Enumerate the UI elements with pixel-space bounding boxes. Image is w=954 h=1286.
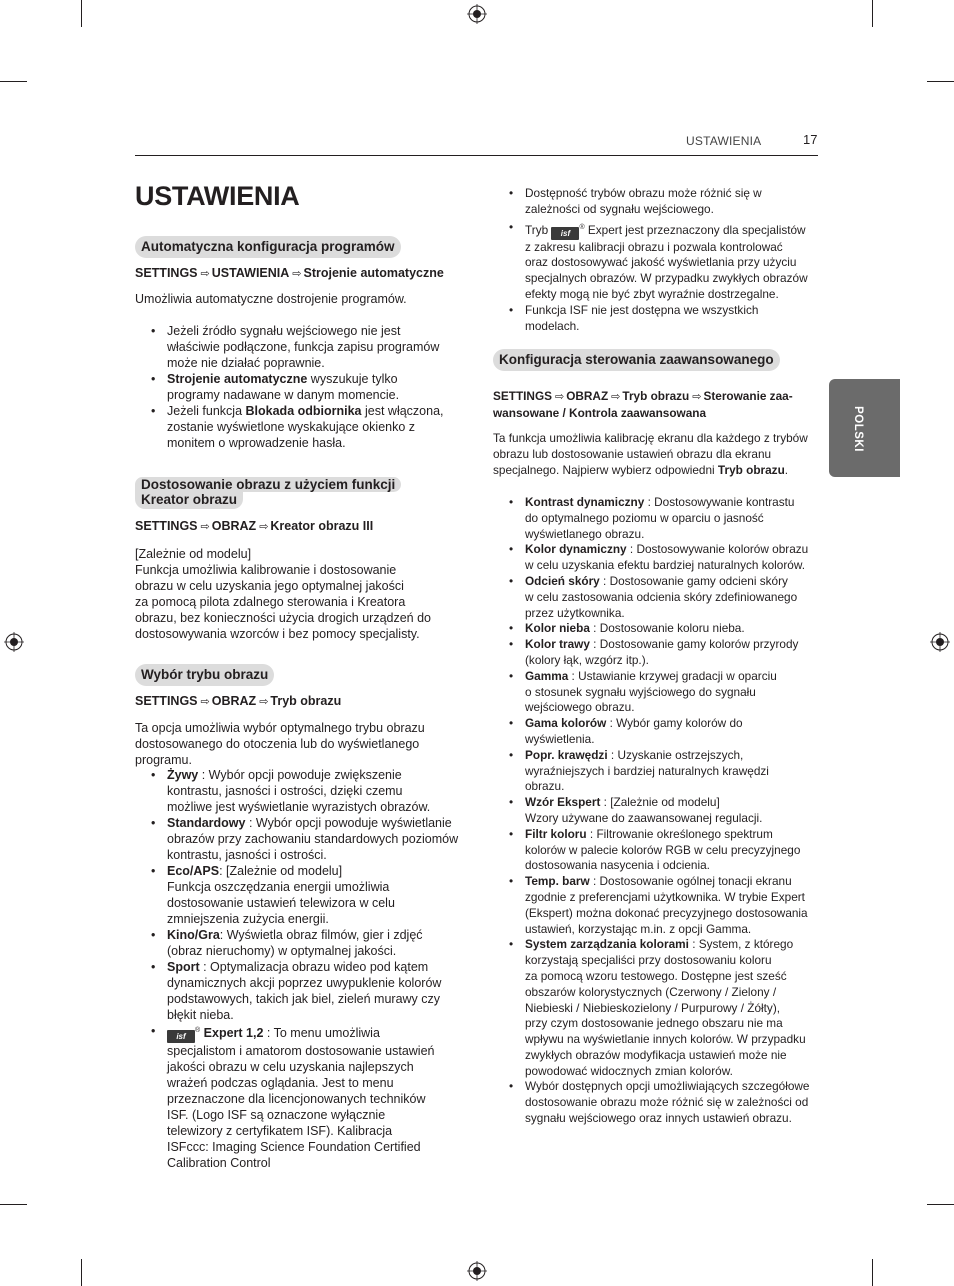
isf-logo-icon: isf	[167, 1030, 195, 1043]
list-item: • Kino/Gra: Wyświetla obraz filmów, gier i zdjęć (obraz nieruchomy) w optymalnej jakości.	[151, 928, 423, 958]
isf-logo-icon: isf	[551, 227, 579, 240]
list-item: • Wzór Ekspert : [Zależnie od modelu] Wzory używane do zaawansowanej regulacji.	[509, 795, 763, 825]
header-rule	[135, 155, 818, 156]
crop-mark	[927, 1204, 954, 1205]
list-item: • Strojenie automatyczne wyszukuje tylko programy nadawane w danym momencie.	[151, 372, 400, 402]
crop-mark	[0, 1204, 27, 1205]
language-tab	[829, 379, 900, 477]
page-number: 17	[803, 132, 818, 147]
list-item: • Filtr koloru : Filtrowanie określonego spektrum kolorów w palecie kolorów RGB w celu precyzyjnego dostosowania nasycenia i odcienia.	[509, 826, 801, 873]
list-item: • Eco/APS: [Zależnie od modelu] Funkcja oszczędzania energii umożliwia dostosowanie ustawień telewizora w celu zmniejszenia zużycia energii.	[151, 864, 395, 926]
section-intro: Ta funkcja umożliwia kalibrację ekranu dla każdego z trybów obrazu lub dostosowanie ustawień obrazu dla ekranu specjalnego. Najpierw wybierz odpowiedni Tryb obrazu.	[493, 431, 808, 477]
menu-path: SETTINGS ⇨ OBRAZ ⇨ Tryb obrazu ⇨ Sterowanie zaa- wansowane / Kontrola zaawansowana	[493, 389, 793, 420]
bullet-list	[135, 323, 475, 451]
list-item: • Dostępność trybów obrazu może różnić się w zależności od sygnału wejściowego.	[509, 186, 762, 216]
list-item: • Kolor nieba : Dostosowanie koloru nieba.	[509, 621, 745, 636]
section-heading: Wybór trybu obrazu	[135, 664, 274, 686]
bullet-list	[493, 495, 828, 1127]
section-heading: Konfiguracja sterowania zaawansowanego	[493, 349, 780, 371]
list-item: • Odcień skóry : Dostosowanie gamy odcieni skóry w celu zastosowania odcienia skóry zdefiniowanego przez użytkownika.	[509, 573, 798, 620]
list-item: • Wybór dostępnych opcji umożliwiających szczegółowe dostosowanie obrazu może różnić się w zależności od sygnału wejściowego oraz innych ustawień obrazu.	[509, 1079, 810, 1126]
list-item: • isf® Expert 1,2 : To menu umożliwia specjalistom i amatorom dostosowanie ustawień jakości obrazu w celu uzyskania najlepszych wrażeń podczas oglądania. Jest to menu przeznaczone dla licencjonowanych techników ISF. (Logo ISF są oznaczone wyłącznie telewizory z certyfikatem ISF). Kalibracja ISFccc: Imaging Science Foundation Certified Calibration Control	[151, 1024, 435, 1171]
menu-path: SETTINGS ⇨ USTAWIENIA ⇨ Strojenie automatyczne	[135, 266, 444, 280]
list-item: • Gama kolorów : Wybór gamy kolorów do wyświetlenia.	[509, 716, 743, 746]
list-item: • Jeżeli funkcja Blokada odbiornika jest włączona, zostanie wyświetlone wyskakujące okienko z monitem o wprowadzenie hasła.	[151, 404, 444, 450]
section-heading: Automatyczna konfiguracja programów	[135, 236, 401, 258]
list-item: • Kontrast dynamiczny : Dostosowywanie kontrastu do optymalnego poziomu w oparciu o jasność wyświetlanego obrazu.	[509, 495, 795, 541]
list-item: • Gamma : Ustawianie krzywej gradacji w oparciu o stosunek sygnału wyjściowego do sygnału wejściowego obrazu.	[509, 668, 777, 715]
list-item: • Sport : Optymalizacja obrazu wideo pod kątem dynamicznych akcji poprzez uwypuklenie kolorów podstawowych, takich jak biel, zieleń murawy czy błękit nieba.	[151, 960, 442, 1022]
language-tab-label: POLSKI	[852, 406, 864, 452]
page-title: USTAWIENIA	[135, 181, 300, 211]
registration-mark-icon	[467, 4, 487, 24]
menu-path: SETTINGS ⇨ OBRAZ ⇨ Kreator obrazu III	[135, 519, 374, 533]
crop-mark	[81, 1259, 82, 1286]
registration-mark-icon	[467, 1261, 487, 1281]
list-item: • System zarządzania kolorami : System, z którego korzystają specjaliści przy dostosowaniu koloru za pomocą wzoru testowego. Dostępne jest sześć obszarów kolorystycznych (Czerwony / Zielony / Niebieski / Niebieskozielony / Purpurowy / Żółty), przy czym dostosowanie jednego obszaru nie ma wpływu na wyświetlanie innych kolorów. W przypadku zwykłych obrazów modyfikacja ustawień może nie powodować widocznych zmian kolorów.	[509, 937, 806, 1078]
list-item: • Funkcja ISF nie jest dostępna we wszystkich modelach.	[509, 302, 759, 333]
list-item: • Temp. barw : Dostosowanie ogólnej tonacji ekranu zgodnie z preferencjami użytkownika. W trybie Expert (Ekspert) można dokonać precyzyjnego dostosowania ustawień, korzystając m.in. z opcji Gamma.	[509, 874, 808, 936]
crop-mark	[0, 81, 27, 82]
registration-mark-icon	[4, 632, 24, 652]
crop-mark	[872, 0, 873, 27]
section-heading: Dostosowanie obrazu z użyciem funkcji Kreator obrazu	[135, 474, 407, 511]
registration-mark-icon	[930, 632, 950, 652]
list-item: • Standardowy : Wybór opcji powoduje wyświetlanie obrazów przy zachowaniu standardowych poziomów kontrastu, jasności i ostrości.	[151, 816, 459, 862]
bullet-list	[493, 186, 823, 334]
list-item: • Tryb isf® Expert jest przeznaczony dla specjalistów z zakresu kalibracji obrazu i pozwala kontrolować oraz dostosowywać jakość wyświetlania przy użyciu specjalnych obrazów. W przypadku zwykłych obrazów efekty mogą nie być zbyt wyraźnie dostrzegalne.	[509, 219, 808, 301]
bullet-list	[135, 767, 475, 1171]
menu-path: SETTINGS ⇨ OBRAZ ⇨ Tryb obrazu	[135, 694, 342, 708]
section-intro: Ta opcja umożliwia wybór optymalnego trybu obrazu dostosowanego do otoczenia lub do wyświetlanego programu.	[135, 721, 425, 767]
section-body: [Zależnie od modelu] Funkcja umożliwia kalibrowanie i dostosowanie obrazu w celu uzyskania jego optymalnej jakości za pomocą pilota zdalnego sterowania i Kreatora obrazu, bez konieczności użycia drogich urządzeń do dostosowywania wzorców i bez pomocy specjalisty.	[135, 547, 432, 641]
crop-mark	[872, 1259, 873, 1286]
list-item: • Popr. krawędzi : Uzyskanie ostrzejszych, wyraźniejszych i bardziej naturalnych krawędzi obrazu.	[509, 747, 769, 794]
crop-mark	[81, 0, 82, 27]
crop-mark	[927, 81, 954, 82]
list-item: • Jeżeli źródło sygnału wejściowego nie jest właściwie podłączone, funkcja zapisu programów może nie działać poprawnie.	[151, 324, 440, 370]
running-header: USTAWIENIA	[686, 134, 762, 148]
list-item: • Żywy : Wybór opcji powoduje zwiększenie kontrastu, jasności i ostrości, dzięki czemu możliwe jest wyświetlanie wyrazistych obrazów.	[151, 768, 431, 814]
list-item: • Kolor dynamiczny : Dostosowywanie kolorów obrazu w celu uzyskania efektu bardziej naturalnych kolorów.	[509, 542, 809, 573]
list-item: • Kolor trawy : Dostosowanie gamy kolorów przyrody (kolory łąk, wzgórz itp.).	[509, 637, 799, 667]
section-intro: Umożliwia automatyczne dostrojenie programów.	[135, 292, 407, 306]
